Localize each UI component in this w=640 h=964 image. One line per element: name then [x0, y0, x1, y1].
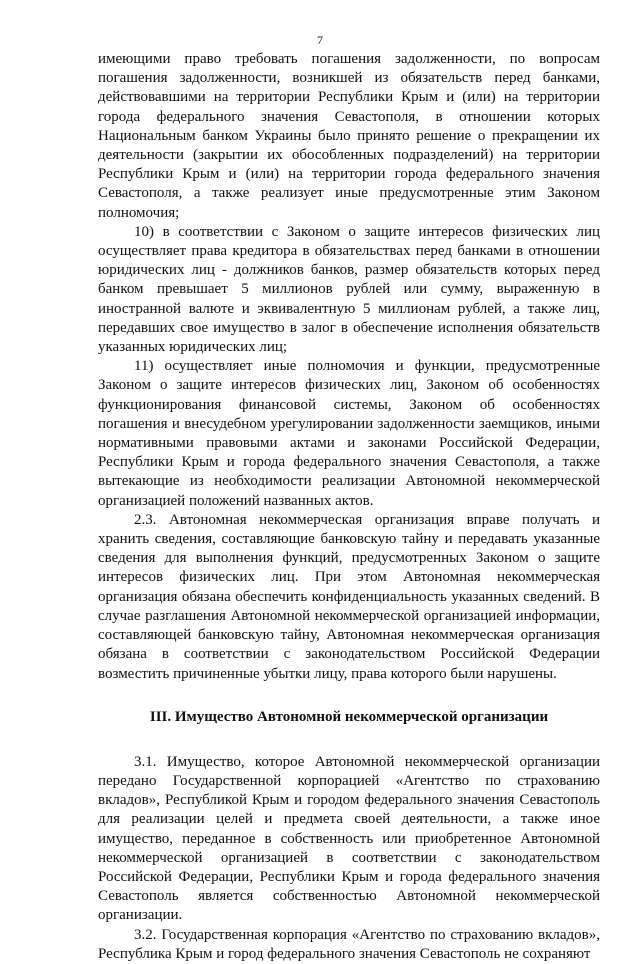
paragraph-3-1: 3.1. Имущество, которое Автономной некоммерческой организации передано Государственной корпорацией «Агентство по страхованию вкладов», Республикой Крым и городом федерального значения Севастополь для реализации целей и предмета своей деятельности, а также иное имущество, переданное в собственность или приобретенное Автономной некоммерческой организацией в соответствии с законодательством Российской Федерации, Республики Крым и города федерального значения Севастополь является собственностью Автономной некоммерческой организации.	[98, 753, 600, 924]
page-number: 7	[317, 33, 323, 47]
paragraph-3-2: 3.2. Государственная корпорация «Агентство по страхованию вкладов», Республика Крым и город федерального значения Севастополь не сохраняют	[98, 926, 600, 962]
paragraph-item-11: 11) осуществляет иные полномочия и функции, предусмотренные Законом о защите интересов физических лиц, Законом об особенностях функционирования финансовой системы, Законом об особенностях погашения и внесудебном урегулировании задолженности заемщиков, иными нормативными правовыми актами и законами Российской Федерации, Республики Крым и города федерального значения Севастополя, а также вытекающие из необходимости реализации Автономной некоммерческой организацией положений названных актов.	[98, 358, 600, 509]
document-body	[98, 50, 600, 964]
paragraph-continuation: имеющими право требовать погашения задолженности, по вопросам погашения задолженности, возникшей из обязательств перед банками, действовавшими на территории Республики Крым и (или) на территории города федерального значения Севастополя, в отношении которых Национальным банком Украины было принято решение о прекращении их деятельности (закрытии их обособленных подразделений) на территории Республики Крым и (или) на территории города федерального значения Севастополя, а также реализует иные предусмотренные этим Законом полномочия;	[98, 51, 600, 221]
paragraph-item-10: 10) в соответствии с Законом о защите интересов физических лиц осуществляет права кредитора в обязательствах перед банками в отношении юридических лиц - должников банков, размер обязательств которых перед банком превышает 5 миллионов рублей или сумму, выраженную в иностранной валюте и эквивалентную 5 миллионам рублей, а также лиц, передавших свое имущество в залог в обеспечение исполнения обязательств указанных юридических лиц;	[98, 223, 600, 356]
paragraph-2-3: 2.3. Автономная некоммерческая организация вправе получать и хранить сведения, составляющие банковскую тайну и передавать указанные сведения для выполнения функций, предусмотренных Законом о защите интересов физических лиц. При этом Автономная некоммерческая организация обязана обеспечить конфиденциальность указанных сведений. В случае разглашения Автономной некоммерческой организацией информации, составляющей банковскую тайну, Автономная некоммерческая организация обязана в соответствии с законодательством Российской Федерации возместить причиненные убытки лицу, права которого были нарушены.	[98, 511, 600, 682]
section-heading: III. Имущество Автономной некоммерческой организации	[149, 708, 549, 725]
